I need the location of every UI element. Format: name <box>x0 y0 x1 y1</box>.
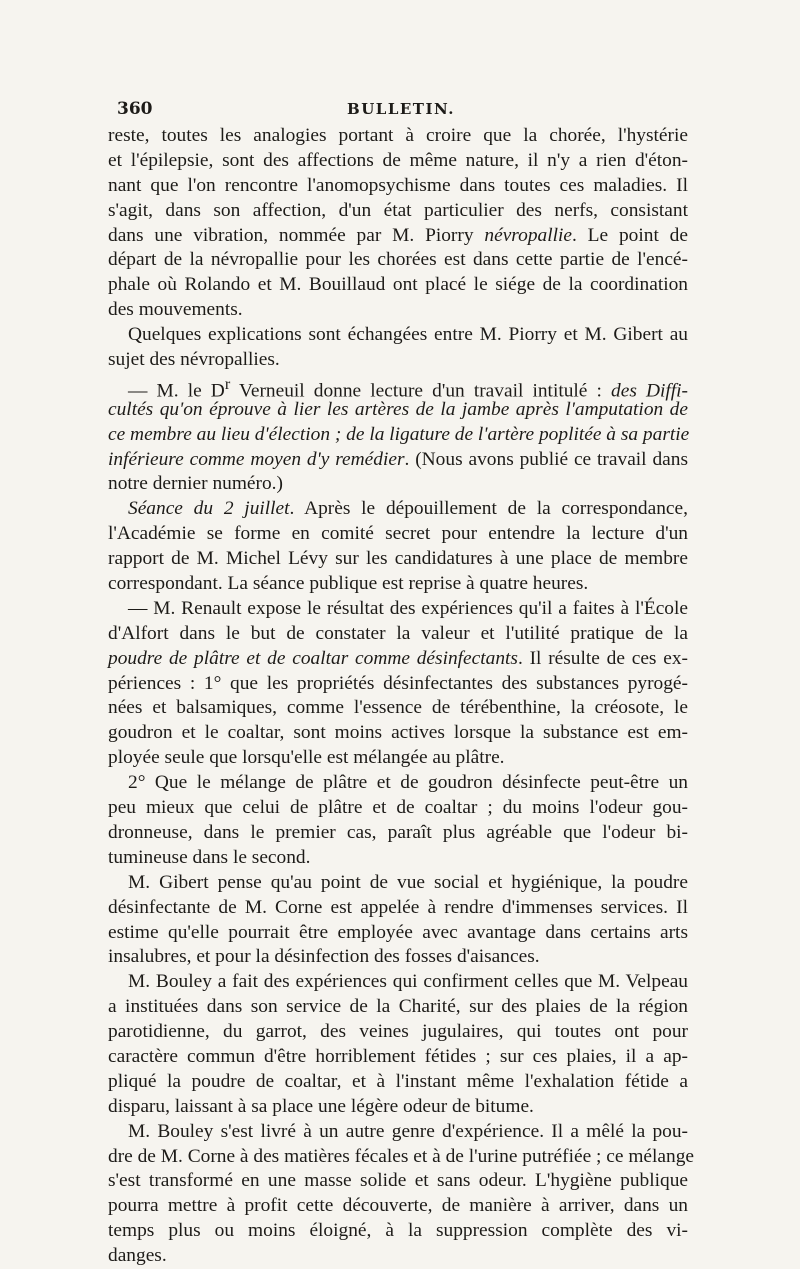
text-line: d'Alfort dans le but de constater la valeur et l'utilité pratique de la <box>108 622 688 644</box>
text-line: sujet des névropallies. <box>108 349 280 371</box>
text-line: ployée seule que lorsqu'elle est mélangée au plâtre. <box>108 747 505 769</box>
text-line: pourra mettre à profit cette découverte, de manière à arriver, dans un <box>108 1195 688 1217</box>
text-line: caractère commun d'être horriblement fétides ; sur ces plaies, il a ap- <box>108 1045 688 1067</box>
text-line: pliqué la poudre de coaltar, et à l'instant même l'exhalation fétide a <box>108 1070 688 1092</box>
text-line: peu mieux que celui de plâtre et de coaltar ; du moins l'odeur gou- <box>108 797 688 819</box>
text-line: — M. le $D^r$ Verneuil donne lecture d'un travail intitulé : des Diffi- <box>128 375 688 402</box>
text-line: correspondant. La séance publique est reprise à quatre heures. <box>108 573 589 595</box>
page-number: 360 <box>117 99 153 119</box>
text-line: nant que l'on rencontre l'anomopsychisme dans toutes ces maladies. Il <box>108 174 688 196</box>
text-line: départ de la névropallie pour les chorées est dans cette partie de l'encé- <box>108 249 688 271</box>
text-line: périences : 1° que les propriétés désinfectantes des substances pyrogé- <box>108 672 688 694</box>
text-line: temps plus ou moins éloigné, à la suppression complète des vi- <box>108 1220 688 1242</box>
page-header <box>117 98 685 120</box>
text-line: désinfectante de M. Corne est appelée à rendre d'immenses services. Il <box>108 896 688 918</box>
text-line: s'est transformé en une masse solide et sans odeur. L'hygiène publique <box>108 1170 688 1192</box>
text-line: s'agit, dans son affection, d'un état particulier des nerfs, consistant <box>108 199 688 221</box>
text-line: M. Bouley a fait des expériences qui confirment celles que M. Velpeau <box>128 971 688 993</box>
text-line: dronneuse, dans le premier cas, paraît plus agréable que l'odeur bi- <box>108 821 688 843</box>
text-line: 2° Que le mélange de plâtre et de goudron désinfecte peut-être un <box>128 772 688 794</box>
text-line: — M. Renault expose le résultat des expériences qu'il a faites à l'École <box>128 597 688 619</box>
text-line: rapport de M. Michel Lévy sur les candidatures à une place de membre <box>108 548 688 570</box>
text-line: nées et balsamiques, comme l'essence de térébenthine, la créosote, le <box>108 697 688 719</box>
text-line: des mouvements. <box>108 299 243 321</box>
text-line: a instituées dans son service de la Charité, sur des plaies de la région <box>108 996 688 1018</box>
body-text <box>108 124 695 1269</box>
text-line: M. Gibert pense qu'au point de vue social et hygiénique, la poudre <box>128 871 688 893</box>
text-line: inférieure comme moyen d'y remédier. (Nous avons publié ce travail dans <box>108 448 688 470</box>
running-title: BULLETIN. <box>347 100 455 118</box>
text-line: l'Académie se forme en comité secret pour entendre la lecture d'un <box>108 523 688 545</box>
text-line: tumineuse dans le second. <box>108 846 311 868</box>
text-line: Séance du 2 juillet. Après le dépouillement de la correspondance, <box>128 498 688 520</box>
text-line: cultés qu'on éprouve à lier les artères de la jambe après l'amputation de <box>108 398 688 420</box>
text-line: M. Bouley s'est livré à un autre genre d'expérience. Il a mêlé la pou- <box>128 1120 688 1142</box>
text-line: et l'épilepsie, sont des affections de même nature, il n'y a rien d'éton- <box>108 149 688 171</box>
text-line: notre dernier numéro.) <box>108 473 283 495</box>
text-line: phale où Rolando et M. Bouillaud ont placé le siége de la coordination <box>108 274 688 296</box>
text-line: danges. <box>108 1245 167 1267</box>
text-line: estime qu'elle pourrait être employée avec avantage dans certains arts <box>108 921 688 943</box>
text-line: poudre de plâtre et de coaltar comme désinfectants. Il résulte de ces ex- <box>108 647 689 669</box>
text-line: dans une vibration, nommée par M. Piorry névropallie. Le point de <box>108 224 688 246</box>
text-line: ce membre au lieu d'élection ; de la ligature de l'artère poplitée à sa partie <box>108 423 690 445</box>
text-line: dre de M. Corne à des matières fécales et à de l'urine putréfiée ; ce mélange <box>108 1145 695 1167</box>
text-line: insalubres, et pour la désinfection des fosses d'aisances. <box>108 946 540 968</box>
text-line: goudron et le coaltar, sont moins actives lorsque la substance est em- <box>108 722 688 744</box>
text-line: parotidienne, du garrot, des veines jugulaires, qui toutes ont pour <box>108 1021 688 1043</box>
text-line: disparu, laissant à sa place une légère odeur de bitume. <box>108 1095 534 1117</box>
text-line: Quelques explications sont échangées entre M. Piorry et M. Gibert au <box>128 324 688 346</box>
text-line: reste, toutes les analogies portant à croire que la chorée, l'hystérie <box>108 125 688 146</box>
